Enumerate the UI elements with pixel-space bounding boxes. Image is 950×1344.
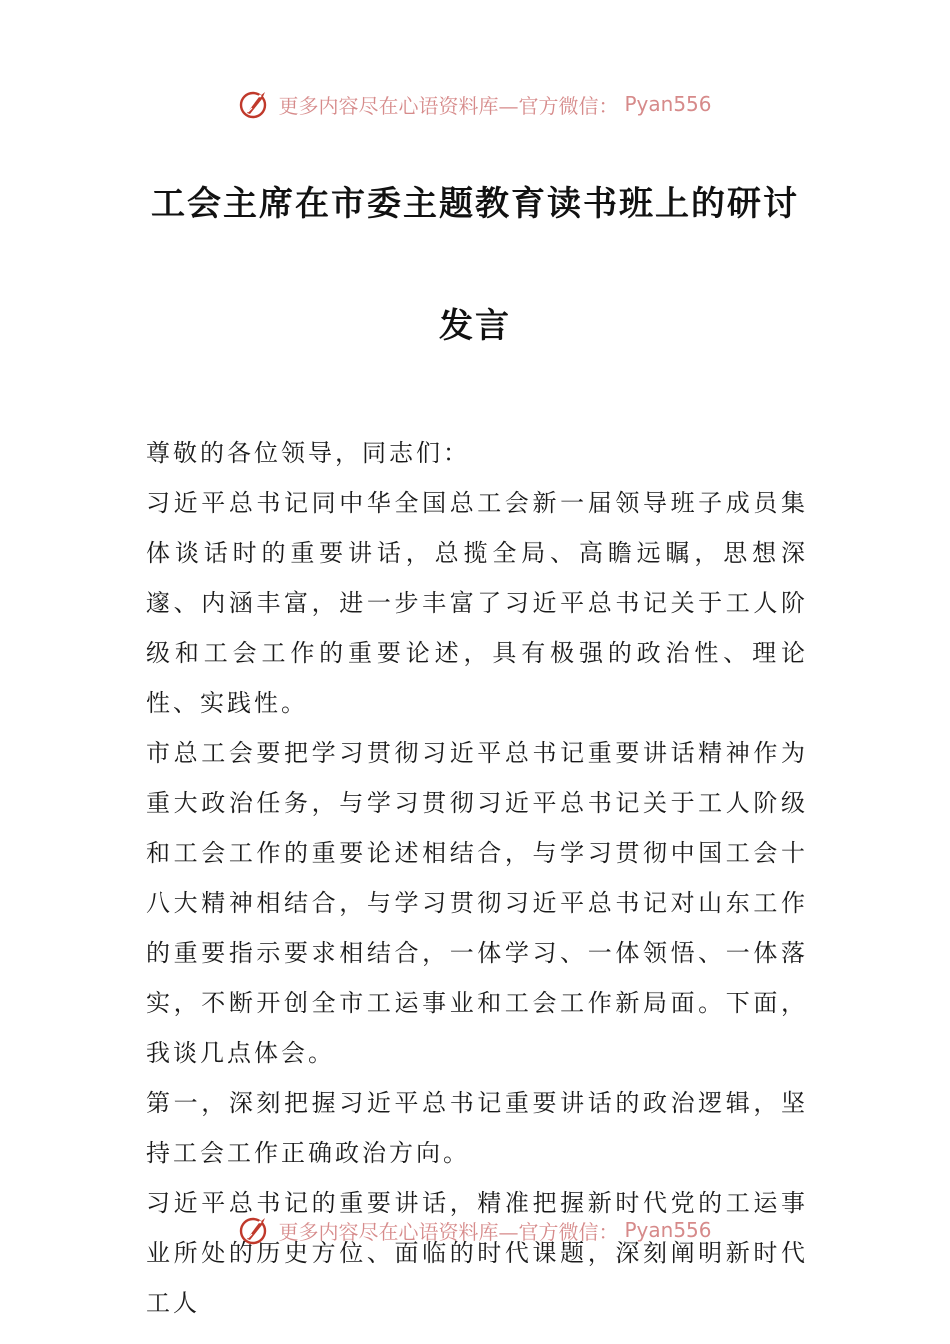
section-heading-paragraph: 第一，深刻把握习近平总书记重要讲话的政治逻辑，坚持工会工作正确政治方向。: [146, 1089, 808, 1167]
body-paragraph: 习近平总书记同中华全国总工会新一届领导班子成员集体谈话时的重要讲话，总揽全局、高瞻远瞩，思想深邃、内涵丰富，进一步丰富了习近平总书记关于工人阶级和工会工作的重要论述，具有极强的政治性、理论性、实践性。: [146, 489, 808, 717]
watermark-text: 更多内容尽在心语资料库—官方微信：: [278, 93, 619, 118]
body-paragraph: 习近平总书记的重要讲话，精准把握新时代党的工运事业所处的历史方位、面临的时代课题，深刻阐明新时代工人: [146, 1189, 808, 1317]
document-body: [146, 428, 808, 1328]
pen-nib-circle-icon: [238, 1213, 272, 1247]
watermark-footer: [0, 1210, 950, 1250]
watermark-wechat-id: Pyan556: [624, 92, 712, 116]
document-title-line-2: 发言: [439, 306, 511, 346]
document-title-line-1: 工会主席在市委主题教育读书班上的研讨: [151, 184, 799, 224]
watermark-wechat-id: Pyan556: [624, 1218, 712, 1242]
watermark-header: [0, 84, 950, 124]
body-paragraph: 市总工会要把学习贯彻习近平总书记重要讲话精神作为重大政治任务，与学习贯彻习近平总书记关于工人阶级和工会工作的重要论述相结合，与学习贯彻中国工会十八大精神相结合，与学习贯彻习近平总书记对山东工作的重要指示要求相结合，一体学习、一体领悟、一体落实，不断开创全市工运事业和工会工作新局面。下面，我谈几点体会。: [146, 739, 808, 1067]
salutation-paragraph: 尊敬的各位领导，同志们：: [146, 439, 470, 467]
watermark-text: 更多内容尽在心语资料库—官方微信：: [278, 1219, 619, 1244]
pen-nib-circle-icon: [238, 87, 272, 121]
